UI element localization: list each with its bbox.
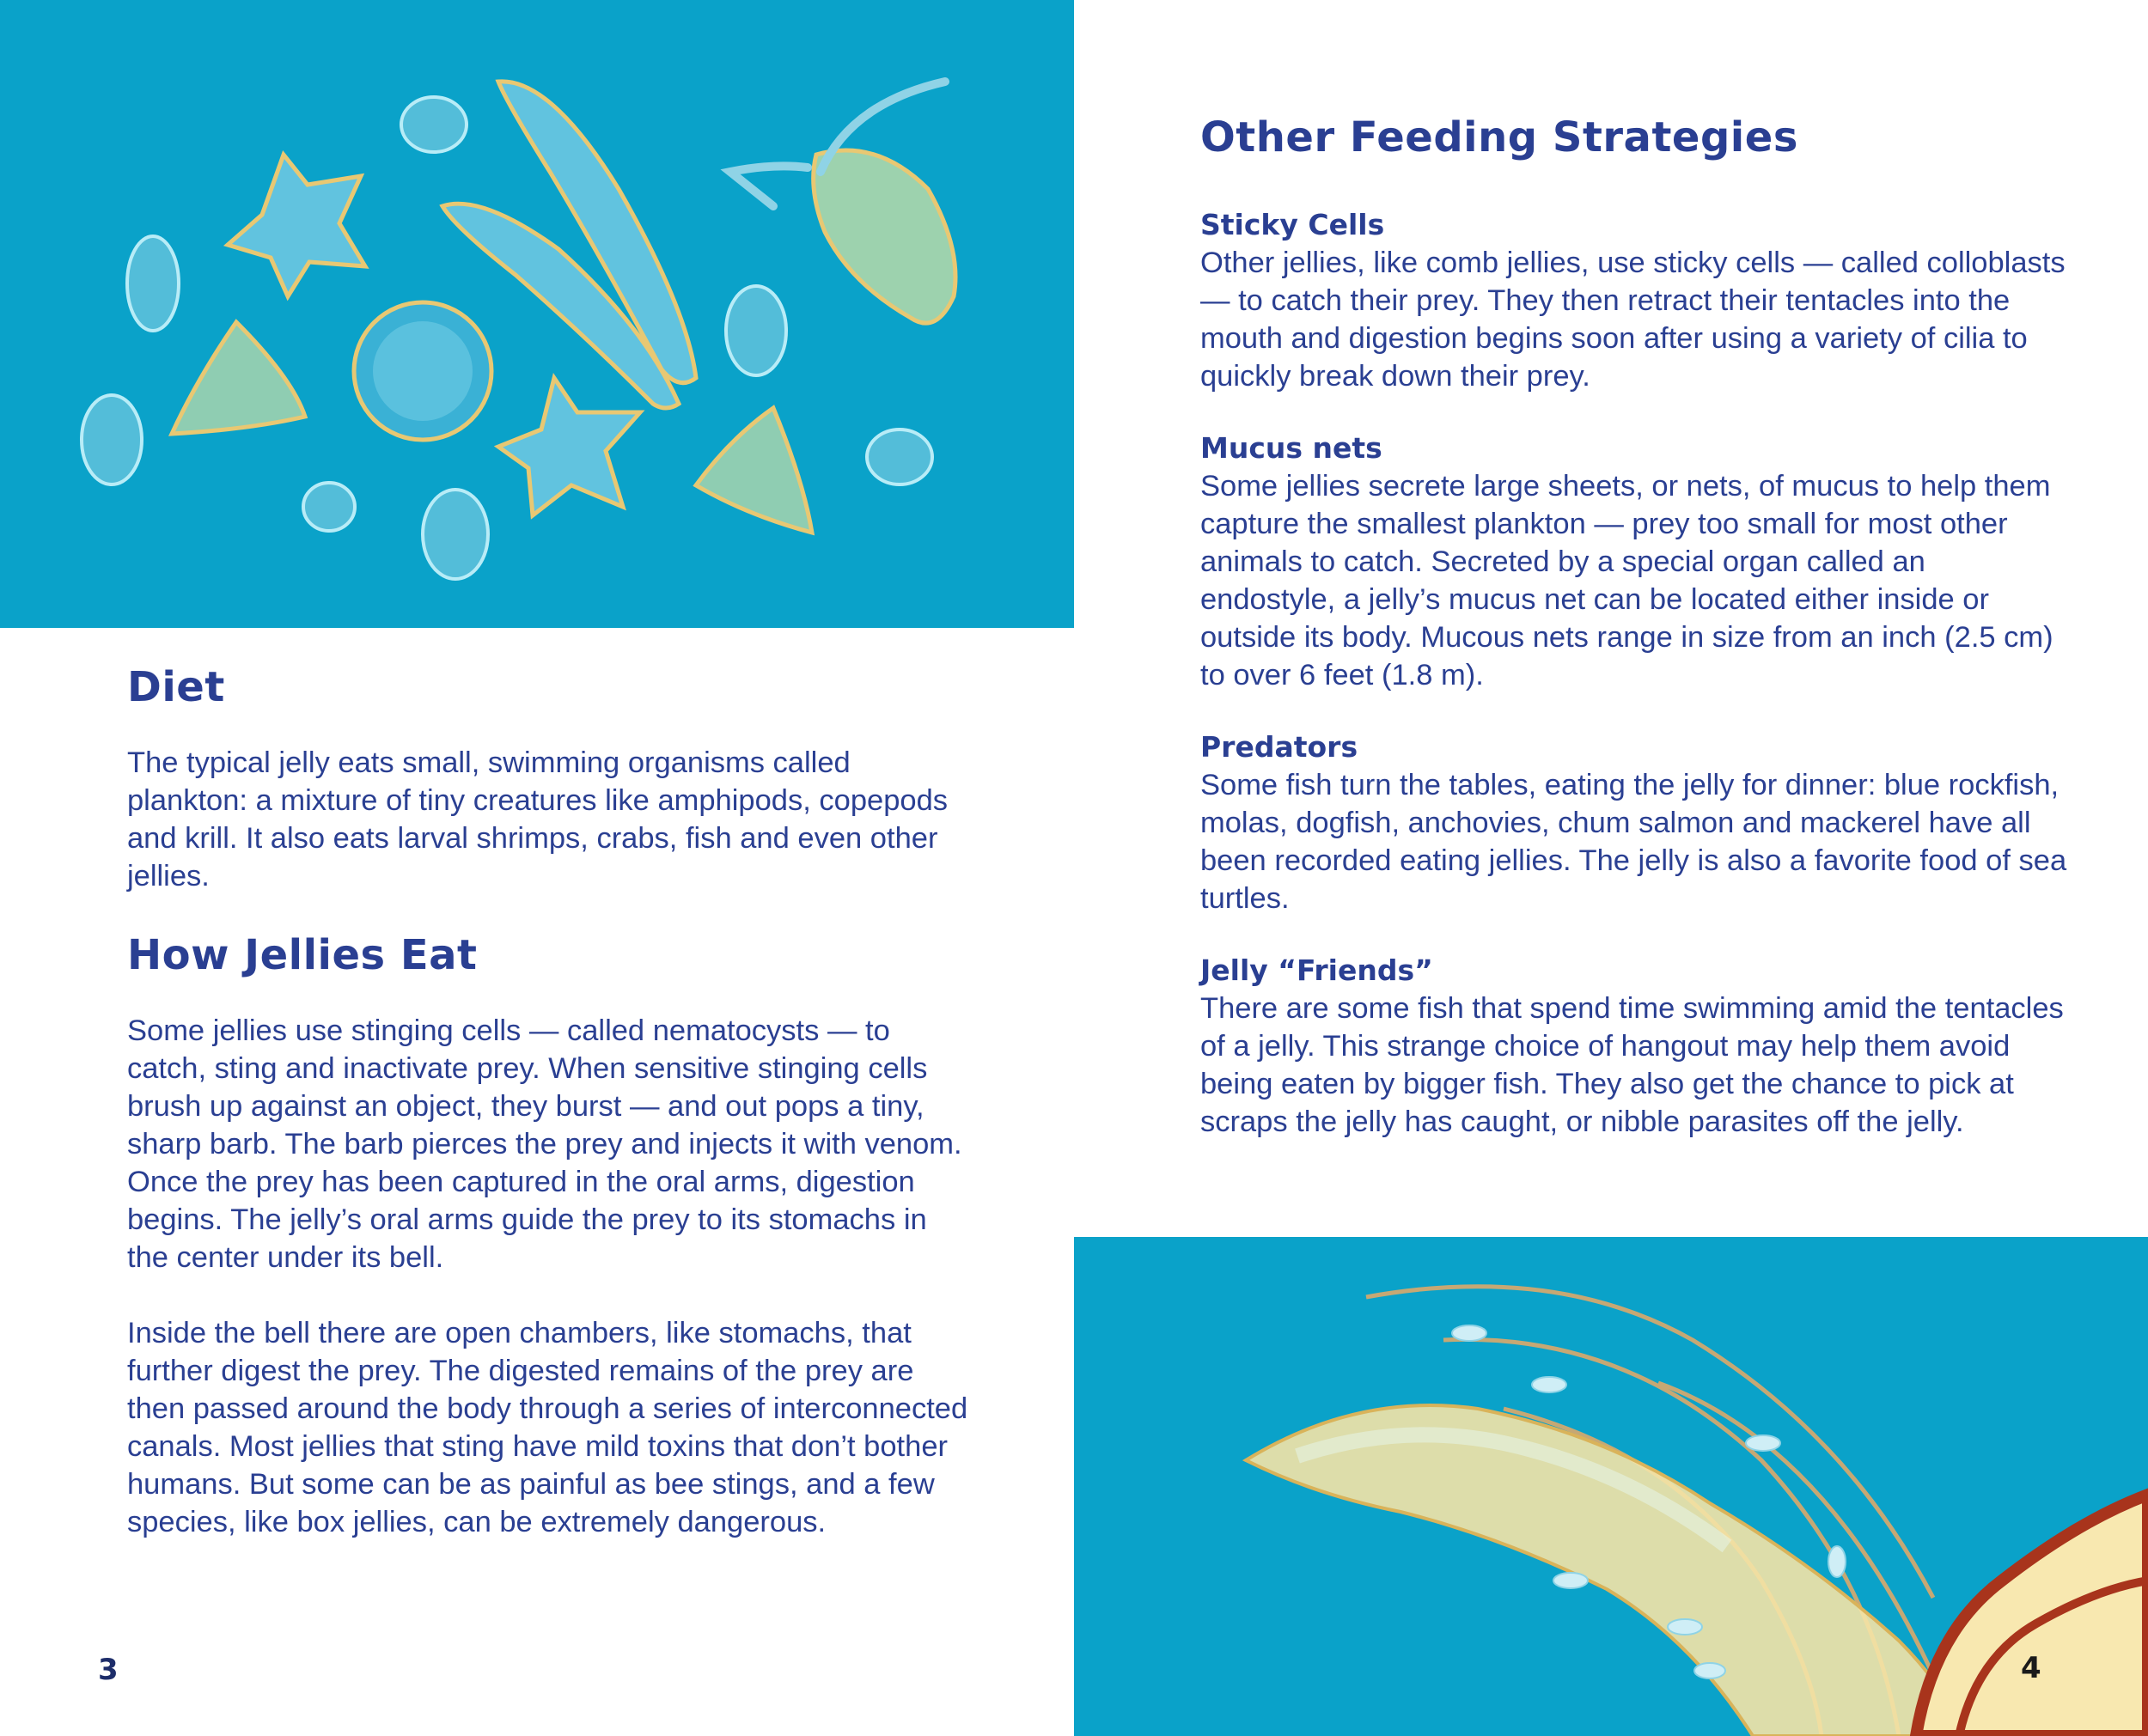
small-fish	[1452, 1325, 1486, 1341]
small-fish	[1668, 1619, 1702, 1635]
section-body: Other jellies, like comb jellies, use sticky cells — called colloblasts — to catch their prey. They then retract their tentacles into the mouth and digestion begins soon after using a variety of cilia to quickly break down their prey.	[1200, 247, 2066, 393]
small-fish	[1746, 1435, 1780, 1451]
section-body: Some jellies secrete large sheets, or nets, of mucus to help them capture the smallest plankton — prey too small for most other animals to catch. Secreted by a special organ called an endostyle, a jelly’s mucus net can be located either inside or outside its body. Mucous nets range in size from an inch (2.5 cm) to over 6 feet (1.8 m).	[1200, 470, 2053, 691]
jelly-art	[1074, 1237, 2148, 1736]
plankton-illustration	[0, 0, 1074, 628]
page-number-left: 3	[98, 1653, 119, 1687]
right-page-text	[1200, 112, 2068, 1141]
diet-heading: Diet	[127, 663, 225, 711]
plankton-art	[0, 0, 1074, 628]
spindle-plankton	[867, 429, 932, 484]
triangle-diatom	[172, 322, 305, 434]
page-number-right: 4	[2021, 1651, 2041, 1685]
oval-diatom	[726, 286, 786, 375]
star-plankton	[498, 378, 640, 515]
oval-diatom	[82, 395, 142, 484]
oval-diatom	[127, 236, 179, 331]
diet-body: The typical jelly eats small, swimming organisms called plankton: a mixture of tiny creatures like amphipods, copepods and krill. It also eats larval shrimps, crabs, fish and even other jellies.	[127, 746, 949, 892]
section-title: Mucus nets	[1200, 431, 1382, 465]
copepod	[814, 150, 955, 323]
oval-diatom	[423, 490, 488, 579]
left-page-text	[127, 661, 969, 1541]
spindle-plankton	[303, 483, 355, 531]
small-fish	[1694, 1663, 1725, 1678]
copepod-antenna	[730, 166, 808, 206]
small-fish	[1828, 1546, 1846, 1577]
jelly-illustration	[1074, 1237, 2148, 1736]
small-fish	[1532, 1377, 1566, 1392]
section-jelly-friends	[1200, 952, 2068, 1141]
section-title: Jelly “Friends”	[1200, 953, 1433, 987]
section-body: There are some fish that spend time swimming amid the tentacles of a jelly. This strange choice of hangout may help them avoid being eaten by bigger fish. They also get the chance to pick at scraps the jelly has caught, or nibble parasites off the jelly.	[1200, 992, 2064, 1138]
other-feeding-strategies-heading: Other Feeding Strategies	[1200, 113, 1798, 161]
section-title: Predators	[1200, 730, 1358, 764]
jelly-bell	[1916, 1495, 2148, 1736]
section-title: Sticky Cells	[1200, 208, 1385, 241]
how-jellies-eat-paragraph-2: Inside the bell there are open chambers, like stomachs, that further digest the prey. The digested remains of the prey are then passed around the body through a series of interconnected canals. Most jellies that sting have mild toxins that don’t bother humans. But some can be as painful as bee stings, and a few species, like box jellies, can be extremely dangerous.	[127, 1317, 968, 1538]
how-jellies-eat-paragraph-1: Some jellies use stinging cells — called nematocysts — to catch, sting and inactivate prey. When sensitive stinging cells brush up against an object, they burst — and out pops a tiny, sharp barb. The barb pierces the prey and injects it with venom. Once the prey has been captured in the oral arms, digestion begins. The jelly’s oral arms guide the prey to its stomachs in the center under its bell.	[127, 1014, 962, 1274]
how-jellies-eat-heading: How Jellies Eat	[127, 931, 478, 979]
oral-arm	[1246, 1405, 1968, 1736]
section-predators	[1200, 728, 2068, 917]
section-sticky-cells	[1200, 206, 2068, 395]
spindle-plankton	[401, 97, 467, 152]
triangle-diatom	[696, 408, 812, 533]
star-plankton	[228, 155, 365, 296]
section-body: Some fish turn the tables, eating the jelly for dinner: blue rockfish, molas, dogfish, anchovies, chum salmon and mackerel have all been recorded eating jellies. The jelly is also a favorite food of sea turtles.	[1200, 769, 2067, 915]
small-fish	[1553, 1573, 1588, 1588]
section-mucus-nets	[1200, 429, 2068, 694]
